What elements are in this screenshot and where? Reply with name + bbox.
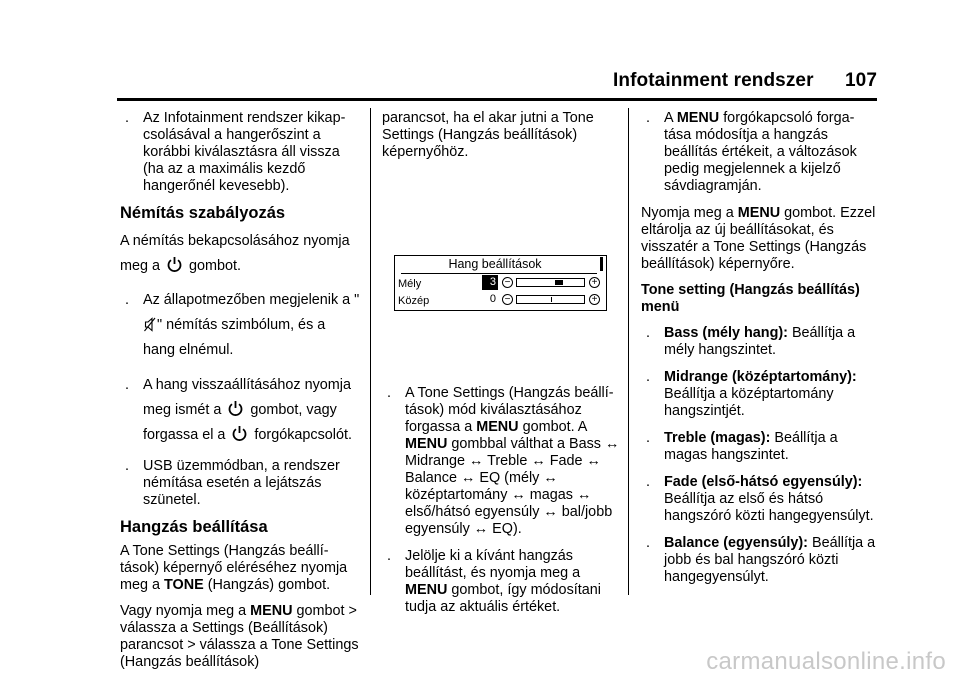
page-header — [613, 70, 877, 92]
plus-icon: + — [589, 277, 600, 288]
paragraph: A Tone Settings (Hangzás beállí-tások) képernyő eléréséhez nyomja meg a TONE (Hangzás) gombot. — [120, 543, 348, 593]
scrollbar — [600, 257, 603, 271]
mute-icon — [144, 317, 156, 332]
paragraph: A némítás bekapcsolásához nyomja meg a gombot. — [120, 233, 350, 274]
screen-title: Hang beállítások — [448, 257, 542, 271]
heading-tone: Hangzás beállítása — [120, 518, 268, 536]
list-item: . Az Infotainment rendszer kikap-csolásával a hangerőszint a korábbi kiválasztásra áll vissza (ha az a maximális kezdő hangerőnél kevesebb). — [125, 110, 346, 194]
minus-icon: − — [502, 294, 513, 305]
page-number: 107 — [844, 70, 877, 91]
level-bar — [516, 295, 585, 304]
level-bar — [516, 278, 585, 287]
list-item: . A Tone Settings (Hangzás beállí-tások) mód kiválasztásához forgassa a MENU gombot. A MENU gombbal válthat a Bass ↔ Midrange ↔ Treble ↔ Fade ↔ Balance ↔ EQ (mély ↔ középtartomány ↔ magas ↔ első/hátsó egyensúly ↔ bal/jobb egyensúly ↔ EQ). — [387, 385, 620, 537]
column-divider-1 — [370, 108, 371, 595]
column-2 — [382, 110, 622, 626]
power-icon — [231, 425, 248, 442]
heading-mute: Némítás szabályozás — [120, 204, 286, 222]
list-item: . A hang visszaállításához nyomja meg ismét a gombot, vagy forgassa el a forgókapcsolót. — [125, 377, 352, 443]
setting-row-midrange — [398, 292, 602, 308]
list-item: . Balance (egyensúly): Beállítja a jobb és bal hangszóró közti hangegyensúlyt. — [646, 535, 876, 585]
power-icon — [166, 256, 183, 273]
setting-label: Mély — [398, 278, 422, 290]
list-item: . Bass (mély hang): Beállítja a mély hangszintet. — [646, 325, 856, 358]
setting-value: 0 — [489, 293, 496, 305]
list-item: . Treble (magas): Beállítja a magas hangszintet. — [646, 430, 838, 463]
setting-row-bass — [398, 275, 602, 291]
header-rule — [117, 98, 877, 101]
list-item: . A MENU forgókapcsoló forga-tása módosítja a hangzás beállítás értékeit, a változások pedig megjelennek a kijelző sávdiagramján. — [646, 110, 857, 194]
list-item: . USB üzemmódban, a rendszer némítása esetén a lejátszás szünetel. — [125, 458, 340, 508]
subheading: Tone setting (Hangzás beállítás) menü — [641, 282, 860, 315]
paragraph: parancsot, ha el akar jutni a Tone Settings (Hangzás beállítások) képernyőhöz. — [382, 110, 594, 160]
screen-divider — [401, 273, 597, 274]
list-item: . Fade (első-hátsó egyensúly): Beállítja az első és hátsó hangszóró közti hangegyensúlyt. — [646, 474, 874, 524]
minus-icon: − — [502, 277, 513, 288]
power-icon — [227, 400, 244, 417]
list-item: . Jelölje ki a kívánt hangzás beállítást, és nyomja meg a MENU gombot, így módosítani tudja az aktuális értéket. — [387, 548, 601, 615]
tone-settings-screen — [394, 255, 607, 311]
list-item: . Midrange (középtartomány): Beállítja a középtartomány hangszintjét. — [646, 369, 857, 419]
level-fill — [555, 280, 563, 285]
column-divider-2 — [628, 108, 629, 595]
level-marker — [551, 297, 552, 302]
paragraph: Vagy nyomja meg a MENU gombot > válassza a Settings (Beállítások) parancsot > válassza a Tone Settings (Hangzás beállítások) — [120, 603, 359, 670]
section-title: Infotainment rendszer — [613, 70, 814, 91]
plus-icon: + — [589, 294, 600, 305]
list-item: . Az állapotmezőben megjelenik a "" némítás szimbólum, és a hang elnémul. — [125, 292, 360, 358]
setting-label: Közép — [398, 295, 430, 307]
watermark: carmanualsonline.info — [706, 648, 946, 675]
paragraph: Nyomja meg a MENU gombot. Ezzel eltárolja az új beállításokat, és visszatér a Tone Settings (Hangzás beállítások) képernyőre. — [641, 205, 876, 272]
setting-value: 3 — [482, 275, 498, 290]
column-3 — [641, 110, 881, 596]
column-1 — [120, 110, 360, 680]
